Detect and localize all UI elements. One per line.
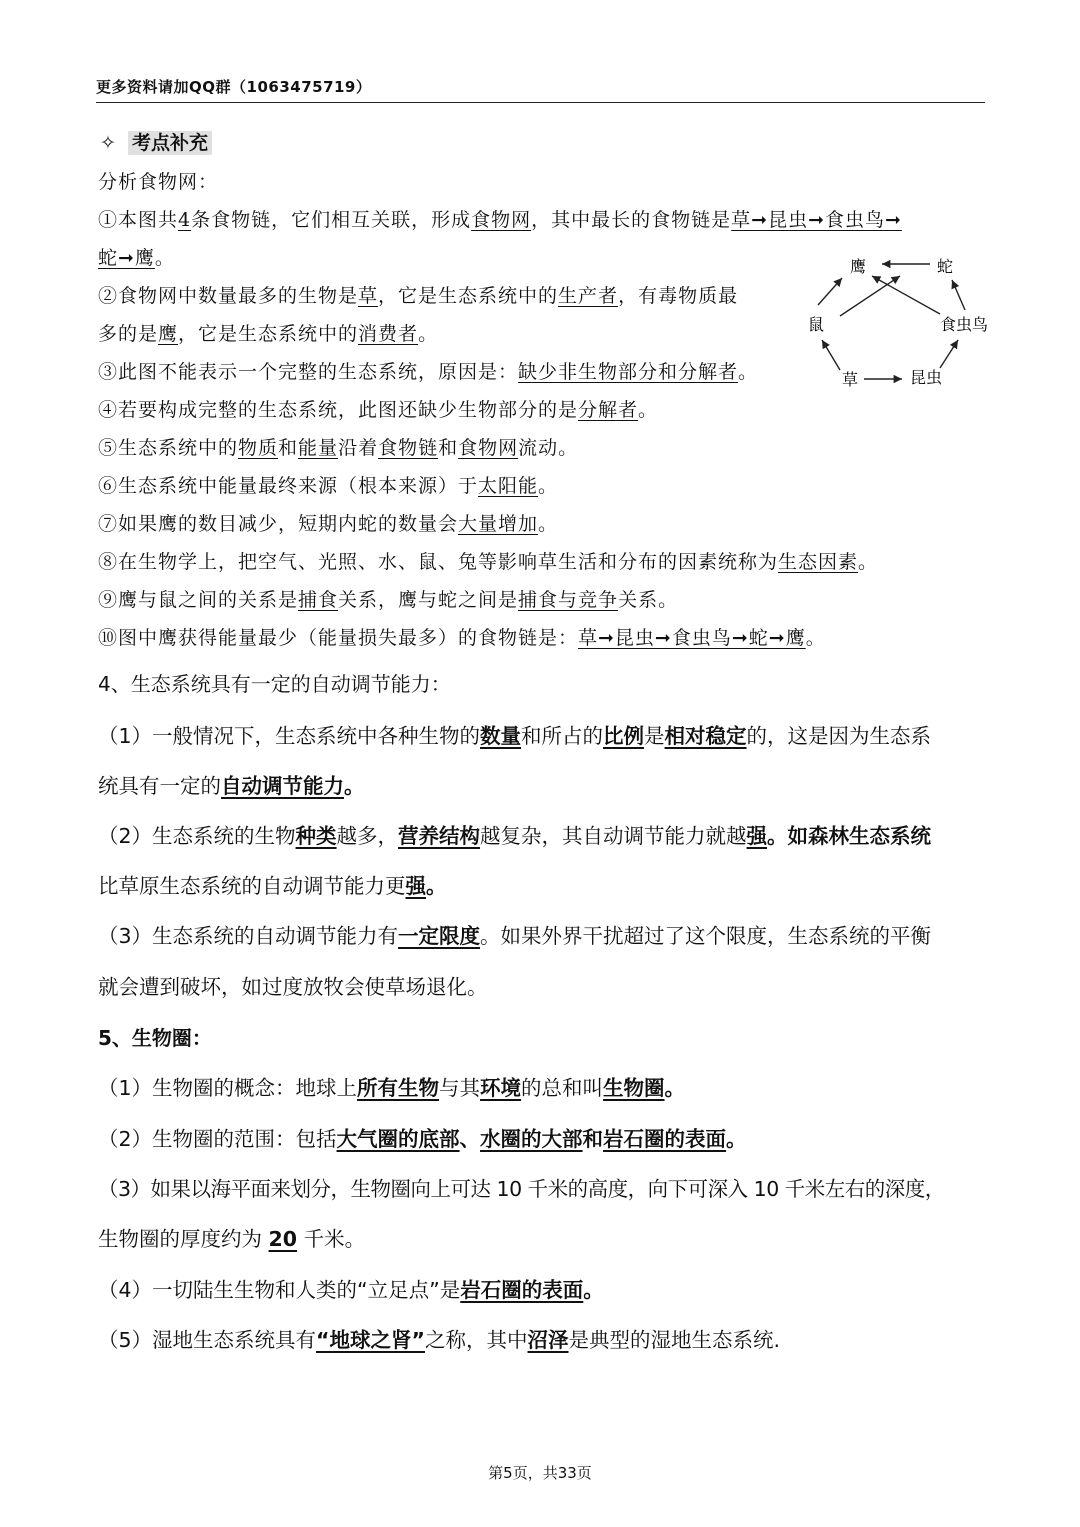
section-heading <box>100 128 212 155</box>
answer: 太阳能 <box>478 475 539 497</box>
foodweb-q1-line1: ①本图共4条食物链，它们相互关联，形成食物网，其中最长的食物链是草➞昆虫➞食虫鸟➞ <box>98 209 902 231</box>
foodweb-q10: ⑩图中鹰获得能量最少（能量损失最多）的食物链是：草➞昆虫➞食虫鸟➞蛇➞鹰。 <box>98 627 826 649</box>
answer: 缺少非生物部分和分解者 <box>518 361 739 383</box>
sparkle-icon: ✧ <box>100 132 116 154</box>
answer: 能量 <box>298 437 339 459</box>
foodweb-q5: ⑤生态系统中的物质和能量沿着食物链和食物网流动。 <box>98 437 579 459</box>
s5-p3-line2: 生物圈的厚度约为 20 千米。 <box>98 1227 366 1251</box>
foodweb-q8: ⑧在生物学上，把空气、光照、水、鼠、兔等影响草生活和分布的因素统称为生态因素。 <box>98 551 879 573</box>
answer: 分解者 <box>578 399 639 421</box>
s5-p5: （5）湿地生态系统具有“地球之肾”之称，其中沼泽是典型的湿地生态系统. <box>98 1328 781 1352</box>
page-header: 更多资料请加QQ群（1063475719） <box>96 76 985 103</box>
arrow-insect-bird <box>940 340 958 368</box>
foodweb-q2-line1: ②食物网中数量最多的生物是草，它是生态系统中的生产者，有毒物质最 <box>98 285 739 307</box>
answer: 食物网 <box>471 209 532 231</box>
diagram-grass: 草 <box>842 370 859 389</box>
answer: 生产者 <box>558 285 619 307</box>
section4-title: 4、生态系统具有一定的自动调节能力： <box>98 672 451 696</box>
foodweb-q7: ⑦如果鹰的数目减少，短期内蛇的数量会大量增加。 <box>98 513 559 535</box>
food-web-diagram <box>800 250 1025 395</box>
foodweb-q4: ④若要构成完整的生态系统，此图还缺少生物部分的是分解者。 <box>98 399 659 421</box>
answer: 物质 <box>238 437 279 459</box>
answer: 4 <box>178 209 192 231</box>
arrow-bird-eagle <box>872 276 940 314</box>
answer: 草➞昆虫➞食虫鸟➞蛇➞鹰 <box>578 627 806 649</box>
answer: 蛇➞鹰 <box>98 247 155 269</box>
s4-p3-line1: （3）生态系统的自动调节能力有一定限度。如果外界干扰超过了这个限度，生态系统的平衡 <box>98 924 932 948</box>
foodweb-intro: 分析食物网： <box>98 171 219 193</box>
answer: 鹰 <box>158 323 179 345</box>
s4-p3-line2: 就会遭到破坏，如过度放牧会使草场退化。 <box>98 975 488 999</box>
answer: 生态因素 <box>778 551 859 573</box>
answer: 草➞昆虫➞食虫鸟➞ <box>731 209 902 231</box>
diagram-eagle: 鹰 <box>850 257 867 276</box>
s5-p3-line1: （3）如果以海平面来划分，生物圈向上可达 10 千米的高度，向下可深入 10 千米左右的深度， <box>98 1177 945 1201</box>
answer: 食物链 <box>378 437 439 459</box>
s4-p2-line2: 比草原生态系统的自动调节能力更强。 <box>98 874 447 898</box>
answer: 消费者 <box>358 323 419 345</box>
diagram-insect: 昆虫 <box>910 368 943 387</box>
answer: 捕食与竞争 <box>518 589 619 611</box>
diagram-snake: 蛇 <box>937 257 954 276</box>
answer: 大量增加 <box>458 513 539 535</box>
s5-p1: （1）生物圈的概念：地球上所有生物与其环境的总和叫生物圈。 <box>98 1076 686 1100</box>
answer: 捕食 <box>298 589 339 611</box>
s4-p2-line1: （2）生态系统的生物种类越多，营养结构越复杂，其自动调节能力就越强。如森林生态系统 <box>98 824 932 848</box>
page-number: 第5页，共33页 <box>488 1464 592 1482</box>
foodweb-q6: ⑥生态系统中能量最终来源（根本来源）于太阳能。 <box>98 475 559 497</box>
diagram-mouse: 鼠 <box>808 315 825 334</box>
foodweb-q2-line2: 多的是鹰，它是生态系统中的消费者。 <box>98 323 439 345</box>
arrow-bird-snake <box>952 280 965 310</box>
s5-p4: （4）一切陆生生物和人类的“立足点”是岩石圈的表面。 <box>98 1278 604 1302</box>
s5-p2: （2）生物圈的范围：包括大气圈的底部、水圈的大部和岩石圈的表面。 <box>98 1127 747 1151</box>
s4-p1-line1: （1）一般情况下，生态系统中各种生物的数量和所占的比例是相对稳定的，这是因为生态系 <box>98 724 932 748</box>
answer: 食物网 <box>458 437 519 459</box>
answer: 草 <box>358 285 379 307</box>
foodweb-q9: ⑨鹰与鼠之间的关系是捕食关系，鹰与蛇之间是捕食与竞争关系。 <box>98 589 679 611</box>
arrow-mouse-eagle <box>818 278 842 305</box>
arrow-grass-snake <box>840 276 900 316</box>
foodweb-q1-line2: 蛇➞鹰。 <box>98 247 175 269</box>
arrow-grass-mouse <box>822 340 840 370</box>
foodweb-q3: ③此图不能表示一个完整的生态系统，原因是：缺少非生物部分和分解者。 <box>98 361 759 383</box>
diagram-bird: 食虫鸟 <box>940 315 989 334</box>
s4-p1-line2: 统具有一定的自动调节能力。 <box>98 774 365 798</box>
section-title: 考点补充 <box>128 131 212 155</box>
section5-title: 5、生物圈： <box>98 1026 212 1050</box>
